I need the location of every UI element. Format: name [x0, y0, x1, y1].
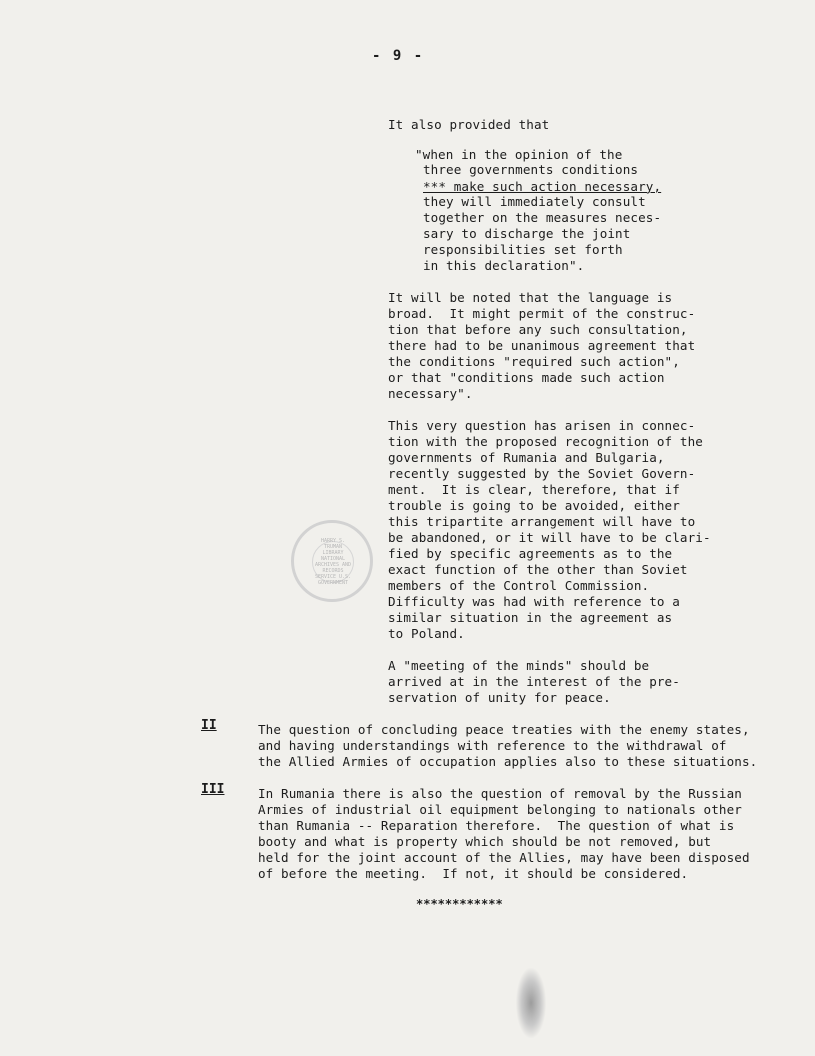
paragraph-line: servation of unity for peace. — [388, 690, 611, 705]
paragraph-line: ment. It is clear, therefore, that if — [388, 482, 680, 497]
paragraph-line: members of the Control Commission. — [388, 578, 650, 593]
paragraph-line: there had to be unanimous agreement that — [388, 338, 696, 353]
quote-line: they will immediately consult — [423, 194, 646, 209]
paragraph-line: similar situation in the agreement as — [388, 610, 673, 625]
section-line: the Allied Armies of occupation applies also to these situations. — [258, 754, 758, 769]
paragraph-line: fied by specific agreements as to the — [388, 546, 673, 561]
section-numeral: II — [201, 718, 217, 733]
paragraph-line: be abandoned, or it will have to be clari- — [388, 530, 711, 545]
quote-line: responsibilities set forth — [423, 242, 623, 257]
paragraph-line: or that "conditions made such action — [388, 370, 665, 385]
paragraph-line: broad. It might permit of the construc- — [388, 306, 696, 321]
library-seal-stamp — [291, 520, 373, 602]
paragraph-line: trouble is going to be avoided, either — [388, 498, 680, 513]
closing-asterisks: ************ — [416, 897, 503, 911]
quote-line: together on the measures neces- — [423, 210, 662, 225]
section-line: In Rumania there is also the question of removal by the Russian — [258, 786, 742, 801]
quote-line: sary to discharge the joint — [423, 226, 631, 241]
intro-line: It also provided that — [388, 117, 550, 132]
section-numeral: III — [201, 782, 225, 797]
paragraph-line: exact function of the other than Soviet — [388, 562, 688, 577]
paragraph-line: A "meeting of the minds" should be — [388, 658, 650, 673]
section-line: and having understandings with reference to the withdrawal of — [258, 738, 727, 753]
section-line: held for the joint account of the Allies, may have been disposed — [258, 850, 750, 865]
paragraph-line: arrived at in the interest of the pre- — [388, 674, 680, 689]
page-number: - 9 - — [372, 48, 425, 64]
paragraph-line: governments of Rumania and Bulgaria, — [388, 450, 665, 465]
seal-text: HARRY S. TRUMAN LIBRARY NATIONAL ARCHIVES AND RECORDS SERVICE U.S. GOVERNMENT — [312, 541, 354, 583]
paragraph-line: necessary". — [388, 386, 473, 401]
section-line: The question of concluding peace treaties with the enemy states, — [258, 722, 750, 737]
paragraph-line: This very question has arisen in connec- — [388, 418, 696, 433]
quote-line: three governments conditions — [423, 162, 639, 177]
quote-line: in this declaration". — [423, 258, 585, 273]
paragraph-line: this tripartite arrangement will have to — [388, 514, 696, 529]
paragraph-line: to Poland. — [388, 626, 465, 641]
ink-smudge — [516, 968, 546, 1038]
paragraph-line: tion with the proposed recognition of the — [388, 434, 703, 449]
quote-line-underlined: *** make such action necessary, — [423, 179, 662, 194]
paragraph-line: the conditions "required such action", — [388, 354, 680, 369]
paragraph-line: Difficulty was had with reference to a — [388, 594, 680, 609]
section-line: than Rumania -- Reparation therefore. The question of what is — [258, 818, 735, 833]
paragraph-line: recently suggested by the Soviet Govern- — [388, 466, 696, 481]
paragraph-line: It will be noted that the language is — [388, 290, 673, 305]
section-line: booty and what is property which should be not removed, but — [258, 834, 712, 849]
section-line: Armies of industrial oil equipment belonging to nationals other — [258, 802, 742, 817]
paragraph-line: tion that before any such consultation, — [388, 322, 688, 337]
quote-line: "when in the opinion of the — [415, 147, 623, 162]
section-line: of before the meeting. If not, it should be considered. — [258, 866, 689, 881]
